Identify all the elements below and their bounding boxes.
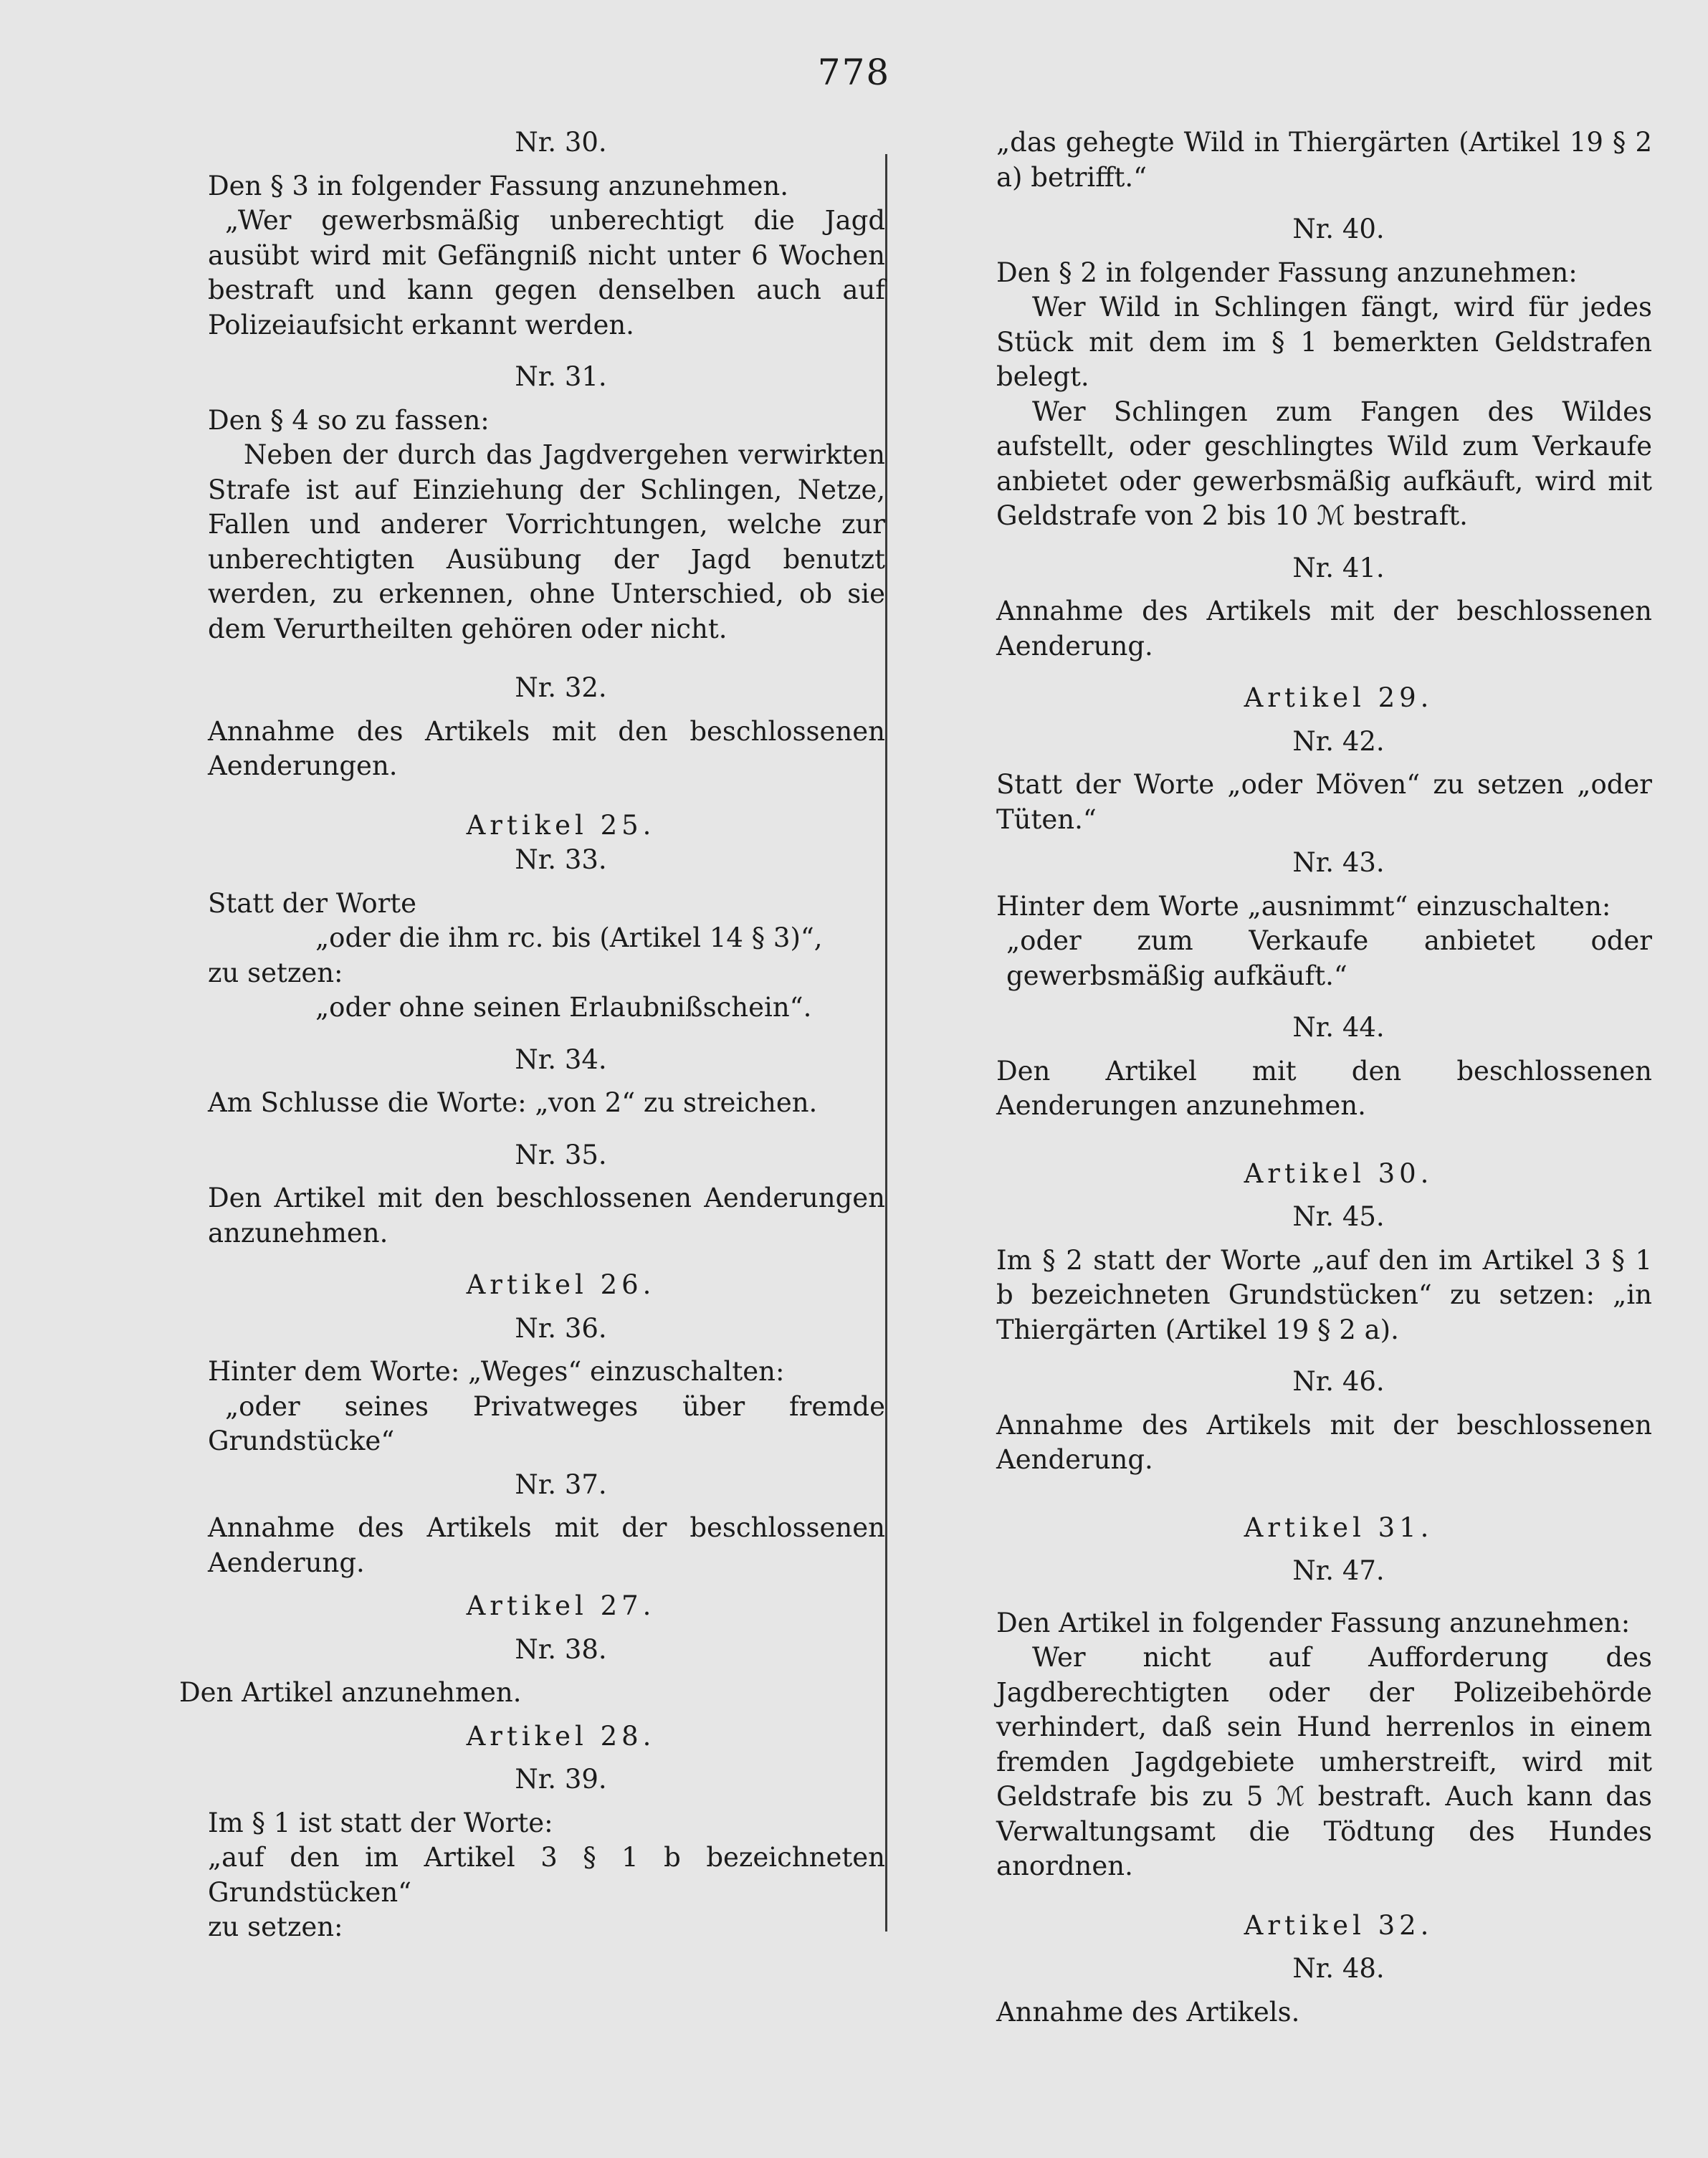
paragraph: Im § 1 ist statt der Worte:: [208, 1807, 553, 1838]
article-heading: Artikel 30.: [1244, 1157, 1433, 1189]
section-heading: Nr. 47.: [1292, 1555, 1385, 1586]
section-heading: Nr. 33.: [515, 844, 607, 875]
paragraph: Statt der Worte: [208, 887, 417, 919]
quote: „oder zum Verkaufe anbietet oder gewerbsmäßig aufkäuft.“: [1006, 925, 1652, 991]
section-heading: Nr. 35.: [515, 1139, 607, 1170]
paragraph: „das gehegte Wild in Thiergärten (Artikel 19 § 2 a) betrifft.“: [996, 127, 1652, 193]
paragraph: Den § 4 so zu fassen:: [208, 404, 490, 436]
paragraph: Den Artikel anzunehmen.: [179, 1677, 522, 1708]
paragraph: „Wer gewerbsmäßig unberechtigt die Jagd ausübt wird mit Gefängniß nicht unter 6 Wochen bestraft und kann gegen denselben auch auf Polizeiaufsicht erkannt werden.: [208, 205, 885, 340]
paragraph: Statt der Worte „oder Möven“ zu setzen „oder Tüten.“: [996, 769, 1652, 835]
section-heading: Nr. 44.: [1292, 1012, 1385, 1043]
paragraph: Annahme des Artikels.: [996, 1996, 1300, 2028]
section-heading: Nr. 43.: [1292, 847, 1385, 878]
section-heading: Nr. 39.: [515, 1764, 607, 1795]
paragraph: Neben der durch das Jagdvergehen verwirkten Strafe ist auf Einziehung der Schlingen, Netze, Fallen und anderer Vorrichtungen, welche zur unberechtigten Ausübung der Jagd benutzt werden, zu erkennen, ohne Unterschied, ob sie dem Verurtheilten gehören oder nicht.: [208, 439, 885, 644]
paragraph: Annahme des Artikels mit der beschlossenen Aenderung.: [996, 1409, 1652, 1475]
section-heading: Nr. 40.: [1292, 214, 1385, 244]
quote: „auf den im Artikel 3 § 1 b bezeichneten Grundstücken“: [208, 1842, 885, 1908]
paragraph: Am Schlusse die Worte: „von 2“ zu streichen.: [208, 1087, 818, 1118]
section-heading: Nr. 48.: [1292, 1953, 1385, 1984]
paragraph: Den Artikel in folgender Fassung anzunehmen:: [996, 1607, 1631, 1638]
paragraph: Hinter dem Worte „ausnimmt“ einzuschalten:: [996, 890, 1611, 922]
section-heading: Nr. 34.: [515, 1044, 607, 1075]
right-column: [996, 125, 1652, 2030]
quote: „oder ohne seinen Erlaubnißschein“.: [315, 992, 812, 1023]
article-heading: Artikel 25.: [466, 809, 656, 841]
article-heading: Artikel 26.: [466, 1269, 656, 1300]
paragraph: zu setzen:: [208, 1911, 343, 1942]
paragraph: Den Artikel mit den beschlossenen Aenderungen anzunehmen.: [996, 1055, 1652, 1121]
quote: „oder die ihm rc. bis (Artikel 14 § 3)“,: [315, 922, 823, 953]
paragraph: Hinter dem Worte: „Weges“ einzuschalten:: [208, 1356, 785, 1387]
section-heading: Nr. 46.: [1292, 1366, 1385, 1397]
section-heading: Nr. 45.: [1292, 1201, 1385, 1232]
section-heading: Nr. 32.: [515, 672, 607, 703]
section-heading: Nr. 42.: [1292, 725, 1385, 757]
paragraph: Wer Schlingen zum Fangen des Wildes aufstellt, oder geschlingtes Wild zum Verkaufe anbietet oder gewerbsmäßig aufkäuft, wird mit Geldstrafe von 2 bis 10 ℳ bestraft.: [996, 396, 1652, 531]
paragraph: Den § 3 in folgender Fassung anzunehmen.: [208, 170, 789, 201]
article-heading: Artikel 32.: [1244, 1909, 1433, 1941]
paragraph: Wer nicht auf Aufforderung des Jagdberechtigten oder der Polizeibehörde verhindert, daß sein Hund herrenlos in einem fremden Jagdgebiete umherstreift, wird mit Geldstrafe bis zu 5 ℳ bestraft. Auch kann das Verwaltungsamt die Tödtung des Hundes anordnen.: [996, 1642, 1652, 1881]
paragraph: Im § 2 statt der Worte „auf den im Artikel 3 § 1 b bezeichneten Grundstücken“ zu setzen: „in Thiergärten (Artikel 19 § 2 a).: [996, 1244, 1652, 1345]
paragraph: Annahme des Artikels mit der beschlossenen Aenderung.: [996, 596, 1652, 662]
paragraph: Annahme des Artikels mit den beschlossenen Aenderungen.: [208, 715, 885, 781]
quote: „oder seines Privatweges über fremde Grundstücke“: [208, 1390, 885, 1456]
paragraph: zu setzen:: [208, 957, 343, 988]
section-heading: Nr. 36.: [515, 1312, 607, 1344]
left-column: [179, 125, 885, 1945]
page-number: 778: [817, 52, 891, 93]
paragraph: Den Artikel mit den beschlossenen Aenderungen anzunehmen.: [208, 1183, 885, 1249]
section-heading: Nr. 31.: [515, 361, 607, 392]
section-heading: Nr. 41.: [1292, 552, 1385, 583]
paragraph: Annahme des Artikels mit der beschlossenen Aenderung.: [208, 1512, 885, 1578]
article-heading: Artikel 29.: [1244, 682, 1433, 713]
article-heading: Artikel 31.: [1244, 1512, 1433, 1543]
section-heading: Nr. 37.: [515, 1469, 607, 1500]
section-heading: Nr. 38.: [515, 1633, 607, 1665]
column-divider: [885, 154, 887, 1932]
article-heading: Artikel 28.: [466, 1720, 656, 1752]
paragraph: Den § 2 in folgender Fassung anzunehmen:: [996, 257, 1578, 288]
paragraph: Wer Wild in Schlingen fängt, wird für jedes Stück mit dem im § 1 bemerkten Geldstrafen belegt.: [996, 292, 1652, 392]
article-heading: Artikel 27.: [466, 1590, 656, 1621]
section-heading: Nr. 30.: [515, 127, 607, 158]
